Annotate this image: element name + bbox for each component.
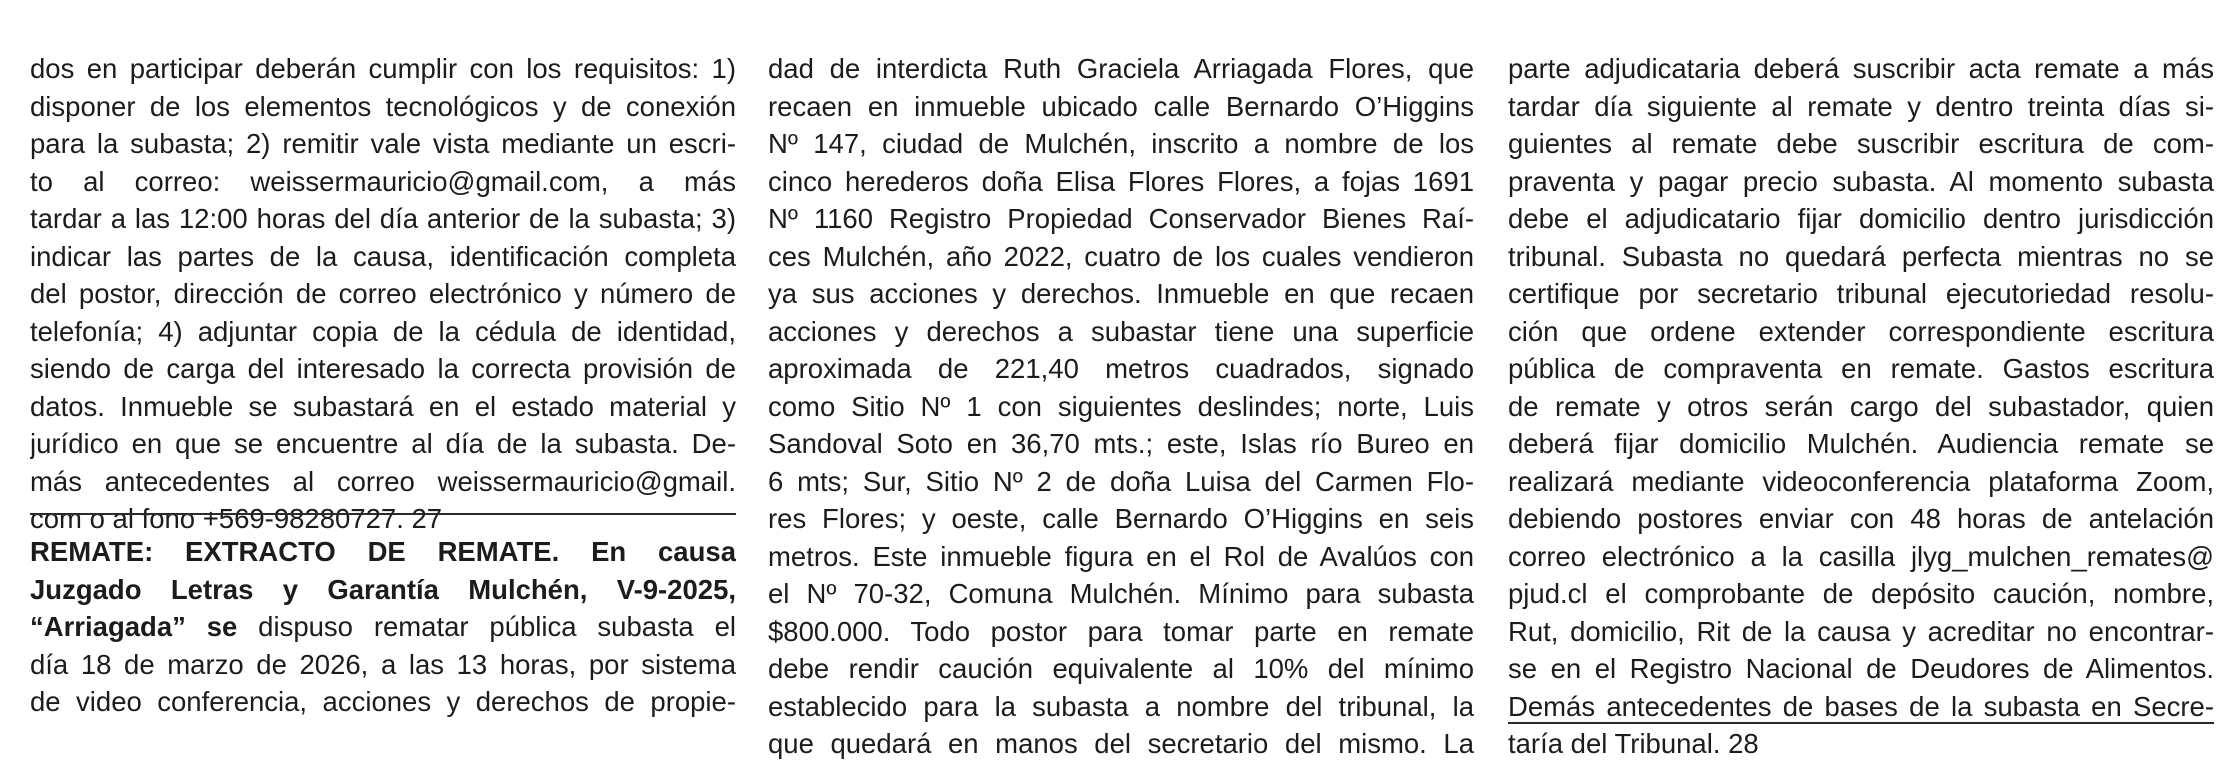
text-line: tribunal. Subasta no quedará perfecta mientras no se — [1508, 240, 2214, 272]
text-line: Nº 147, ciudad de Mulchén, inscrito a nombre de los — [768, 128, 1474, 159]
text-line: Rut, domicilio, Rit de la causa y acreditar no encontrar- — [1508, 615, 2214, 647]
text-line: Demás antecedentes de bases de la subasta en Secre- — [1508, 690, 2214, 722]
text-line: tardar día siguiente al remate y dentro treinta días si- — [1508, 90, 2214, 122]
text-line: to al correo: weissermauricio@gmail.com, a más — [30, 165, 736, 197]
text-line: metros. Este inmueble figura en el Rol de Avalúos con — [768, 540, 1474, 572]
text-line: res Flores; y oeste, calle Bernardo O’Higgins en seis — [768, 503, 1474, 534]
text-line: realizará mediante videoconferencia plataforma Zoom, — [1508, 465, 2214, 497]
text-line: Nº 1160 Registro Propiedad Conservador Bienes Raí- — [768, 203, 1474, 234]
notice-remate-arriagada — [30, 533, 736, 721]
notice-mixed-line — [30, 608, 736, 646]
text-line: debe rendir caución equivalente al 10% del mínimo — [768, 653, 1474, 684]
text-line: dad de interdicta Ruth Graciela Arriagada Flores, que — [768, 53, 1474, 84]
text-line: pública de compraventa en remate. Gastos escritura — [1508, 353, 2214, 384]
text-line: de remate y otros serán cargo del subastador, quien — [1508, 390, 2214, 422]
text-line: telefonía; 4) adjuntar copia de la cédula de identidad, — [30, 315, 736, 347]
text-line: tardar a las 12:00 horas del día anterior de la subasta; 3) — [30, 203, 736, 234]
text-line: ces Mulchén, año 2022, cuatro de los cuales vendieron — [768, 240, 1474, 272]
notice-separator-rule — [30, 513, 736, 515]
text-line: ya sus acciones y derechos. Inmueble en que recaen — [768, 278, 1474, 309]
text-line: correo electrónico a la casilla jlyg_mulchen_remates@ — [1508, 540, 2214, 572]
text-line: parte adjudicataria deberá suscribir acta remate a más — [1508, 53, 2214, 84]
text-line: ción que ordene extender correspondiente escritura — [1508, 315, 2214, 347]
text-line: como Sitio Nº 1 con siguientes deslindes; norte, Luis — [768, 390, 1474, 422]
text-line: el Nº 70-32, Comuna Mulchén. Mínimo para subasta — [768, 578, 1474, 609]
text-line: de video conferencia, acciones y derechos de propie- — [30, 686, 736, 717]
notice-separator-rule — [1508, 722, 2214, 724]
text-line: certifique por secretario tribunal ejecutoriedad resolu- — [1508, 278, 2214, 309]
text-line: debe el adjudicatario fijar domicilio dentro jurisdicción — [1508, 203, 2214, 234]
notice-heading-fragment: “Arriagada” se — [30, 611, 238, 642]
text-line: pjud.cl el comprobante de depósito caución, nombre, — [1508, 578, 2214, 609]
text-line: día 18 de marzo de 2026, a las 13 horas, por sistema — [30, 648, 736, 680]
text-line: cinco herederos doña Elisa Flores Flores, a fojas 1691 — [768, 165, 1474, 197]
text-line: praventa y pagar precio subasta. Al momento subasta — [1508, 165, 2214, 197]
text-line: del postor, dirección de correo electrónico y número de — [30, 278, 736, 309]
notice-heading-line: REMATE: EXTRACTO DE REMATE. En causa — [30, 536, 736, 567]
text-line: establecido para la subasta a nombre del tribunal, la — [768, 690, 1474, 722]
text-line: para la subasta; 2) remitir vale vista mediante un escri- — [30, 128, 736, 159]
text-line: más antecedentes al correo weissermauricio@gmail. — [30, 465, 736, 497]
text-line: debiendo postores enviar con 48 horas de antelación — [1508, 503, 2214, 534]
text-line: aproximada de 221,40 metros cuadrados, signado — [768, 353, 1474, 384]
text-line: disponer de los elementos tecnológicos y de conexión — [30, 90, 736, 122]
text-line: deberá fijar domicilio Mulchén. Audiencia remate se — [1508, 428, 2214, 459]
text-line: siendo de carga del interesado la correcta provisión de — [30, 353, 736, 384]
text-line: que quedará en manos del secretario del mismo. La — [768, 728, 1474, 759]
text-line: jurídico en que se encuentre al día de la subasta. De- — [30, 428, 736, 459]
text-line: guientes al remate debe suscribir escritura de com- — [1508, 128, 2214, 159]
notice-text-fragment: dispuso rematar pública subasta el — [237, 611, 736, 642]
text-line: Sandoval Soto en 36,70 mts.; este, Islas río Bureo en — [768, 428, 1474, 459]
notice-heading-line: Juzgado Letras y Garantía Mulchén, V-9-2025, — [30, 573, 736, 605]
text-line: 6 mts; Sur, Sitio Nº 2 de doña Luisa del Carmen Flo- — [768, 465, 1474, 497]
text-line: indicar las partes de la causa, identificación completa — [30, 240, 736, 272]
text-line: datos. Inmueble se subastará en el estado material y — [30, 390, 736, 422]
column-2-notice-body — [768, 50, 1474, 763]
text-line: acciones y derechos a subastar tiene una superficie — [768, 315, 1474, 347]
column-3-notice-body — [1508, 50, 2214, 763]
text-line: $800.000. Todo postor para tomar parte en remate — [768, 615, 1474, 647]
text-line: dos en participar deberán cumplir con los requisitos: 1) — [30, 53, 736, 84]
text-line-final: com o al fono +569-98280727. 27 — [30, 503, 443, 534]
column-1-notice-continuation — [30, 50, 736, 538]
text-line: recaen en inmueble ubicado calle Bernardo O’Higgins — [768, 90, 1474, 122]
text-line: se en el Registro Nacional de Deudores de Alimentos. — [1508, 653, 2214, 684]
text-line-final: taría del Tribunal. 28 — [1508, 728, 1759, 759]
